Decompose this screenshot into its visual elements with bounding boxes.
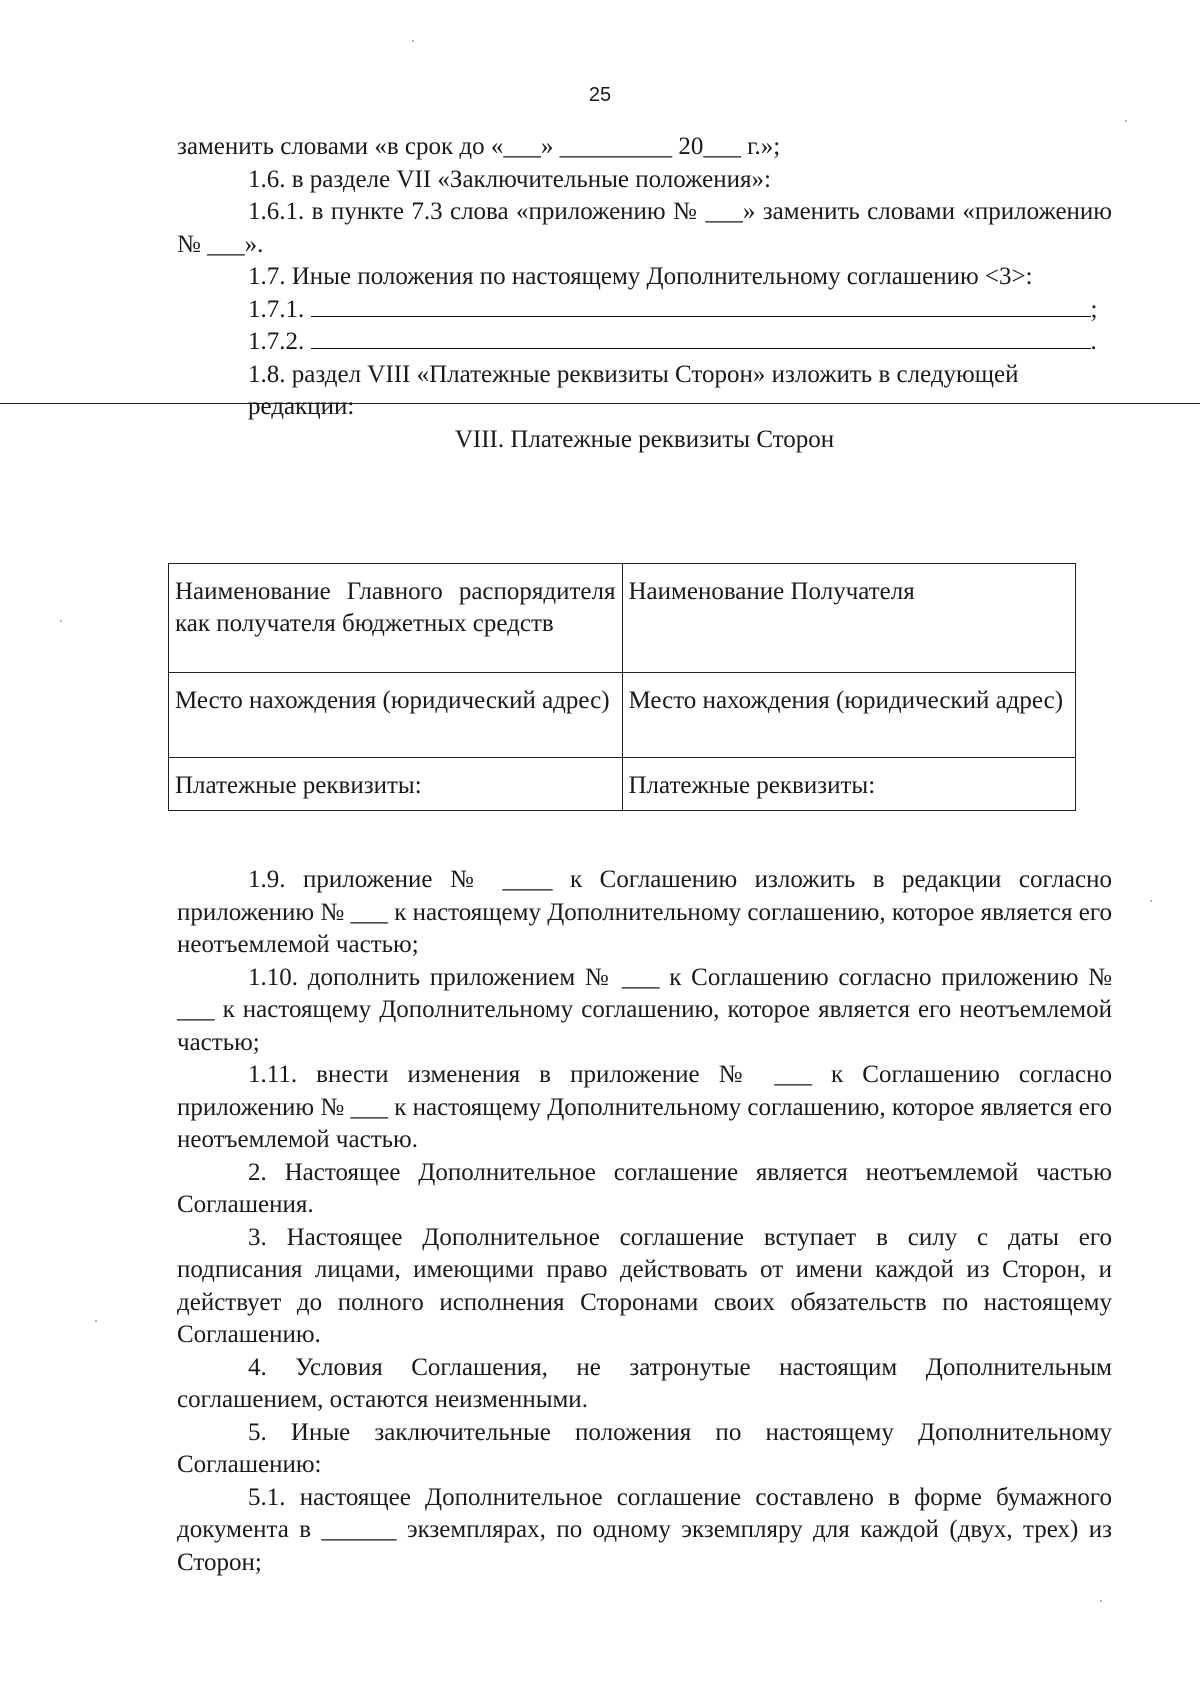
paragraph-2: 2. Настоящее Дополнительное соглашение является неотъемлемой частью Соглашения. xyxy=(177,1158,1112,1218)
document-body xyxy=(177,131,1112,456)
paragraph-3: 3. Настоящее Дополнительное соглашение вступает в силу с даты его подписания лицами, имеющими право действовать от имени каждой из Сторон, и действует до полного исполнения Сторонами своих обязательств по настоящему Соглашению. xyxy=(177,1223,1112,1348)
item-1-7-2: 1.7.2. . xyxy=(248,328,1097,355)
item-label: 1.7.2. xyxy=(248,328,305,355)
item-1-7-1: 1.7.1. ; xyxy=(248,295,1098,323)
scan-speck xyxy=(60,620,62,622)
scan-speck xyxy=(1125,120,1127,122)
text-line: 1.6. в разделе VII «Заключительные положения»: xyxy=(248,165,771,193)
table-cell: Платежные реквизиты: xyxy=(622,758,1076,811)
fill-in-line xyxy=(311,294,1091,317)
section-heading: VIII. Платежные реквизиты Сторон xyxy=(454,425,835,453)
paragraph-1-8: 1.8. раздел VIII «Платежные реквизиты Сторон» изложить в следующей xyxy=(248,360,1019,388)
paragraph-1-9: 1.9. приложение № ____ к Соглашению изложить в редакции согласно приложению № ___ к настоящему Дополнительному соглашению, которое является его неотъемлемой частью; xyxy=(177,866,1112,958)
table-row xyxy=(169,673,1076,758)
page-number: 25 xyxy=(588,84,612,106)
document-body-continued xyxy=(177,864,1112,1579)
table-cell: Платежные реквизиты: xyxy=(169,758,623,811)
fill-in-line xyxy=(311,326,1091,349)
table-row xyxy=(169,564,1076,673)
text-line: заменить словами «в срок до «___» _________ 20___ г.»; xyxy=(177,133,781,160)
scan-speck xyxy=(412,40,414,42)
paragraph-1-7: 1.7. Иные положения по настоящему Дополнительному соглашению <3>: xyxy=(248,263,1033,290)
paragraph-1-10: 1.10. дополнить приложением № ___ к Соглашению согласно приложению № ___ к настоящему Дополнительному соглашению, которое является его неотъемлемой частью; xyxy=(177,963,1112,1056)
table-cell: Место нахождения (юридический адрес) xyxy=(622,673,1076,758)
scan-speck xyxy=(1150,900,1152,902)
table-cell: Наименование Главного распорядителя как получателя бюджетных средств xyxy=(169,564,623,673)
scan-speck xyxy=(95,1320,97,1322)
paragraph-4: 4. Условия Соглашения, не затронутые настоящим Дополнительным соглашением, остаются неизменными. xyxy=(177,1353,1112,1413)
scan-speck xyxy=(1100,1600,1102,1602)
text-line: редакции: xyxy=(248,393,355,420)
paragraph-5: 5. Иные заключительные положения по настоящему Дополнительному Соглашению: xyxy=(177,1418,1112,1478)
table-cell: Наименование Получателя xyxy=(622,564,1076,673)
item-label: 1.7.1. xyxy=(248,295,305,323)
table-cell: Место нахождения (юридический адрес) xyxy=(169,673,623,758)
table-row xyxy=(169,758,1076,811)
paragraph-5-1: 5.1. настоящее Дополнительное соглашение составлено в форме бумажного документа в ______ экземплярах, по одному экземпляру для каждой (двух, трех) из Сторон; xyxy=(177,1483,1112,1576)
payment-details-table xyxy=(168,563,1076,811)
paragraph-1-11: 1.11. внести изменения в приложение № ___ к Соглашению согласно приложению № ___ к настоящему Дополнительному соглашению, которое является его неотъемлемой частью. xyxy=(177,1061,1112,1153)
paragraph-1-6-1: 1.6.1. в пункте 7.3 слова «приложению № ___» заменить словами «приложению № ___». xyxy=(177,198,1112,258)
